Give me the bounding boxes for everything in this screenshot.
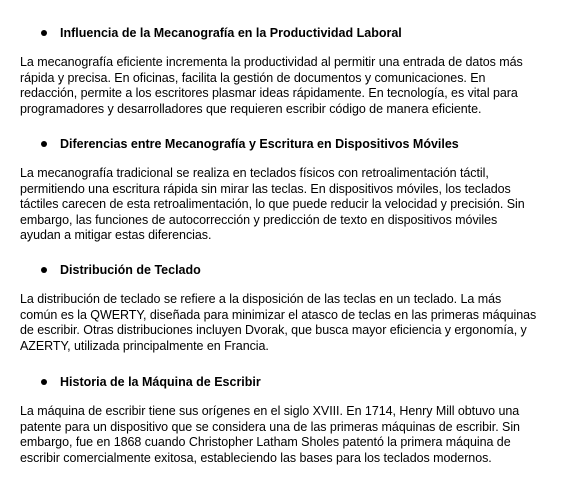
section-paragraph — [20, 166, 578, 244]
section-heading — [20, 374, 578, 390]
paragraph-line: ayudan a mitigar estas diferencias. — [20, 228, 212, 242]
paragraph-line: AZERTY, utilizada principalmente en Francia. — [20, 338, 269, 353]
section-heading — [20, 136, 578, 152]
paragraph-line: redacción, permite a los escritores plasmar ideas rápidamente. En tecnología, es vital para — [20, 86, 518, 100]
paragraph-line: La distribución de teclado se refiere a la disposición de las teclas en un teclado. La más — [20, 292, 502, 306]
paragraph-line: La mecanografía tradicional se realiza en teclados físicos con retroalimentación táctil, — [20, 166, 489, 180]
paragraph-line: común es la QWERTY, diseñada para minimizar el atasco de teclas en las primeras máquinas — [20, 307, 537, 322]
section-diferencias — [20, 136, 578, 244]
section-heading-text: Historia de la Máquina de Escribir — [60, 375, 261, 389]
paragraph-line: embargo, las funciones de autocorrección y predicción de texto en dispositivos móviles — [20, 212, 498, 227]
paragraph-line: La mecanografía eficiente incrementa la productividad al permitir una entrada de datos más — [20, 55, 523, 69]
paragraph-line: patente para un dispositivo que se considera una de las primeras máquinas de escribir. Sin — [20, 419, 520, 434]
section-historia — [20, 374, 578, 466]
paragraph-line: táctiles carecen de esta retroalimentación, lo que puede reducir la velocidad y precisión. Sin — [20, 197, 525, 211]
paragraph-line: embargo, fue en 1868 cuando Christopher Latham Sholes patentó la primera máquina de — [20, 435, 511, 449]
section-heading-text: Diferencias entre Mecanografía y Escritura en Dispositivos Móviles — [60, 137, 459, 151]
paragraph-line: permitiendo una escritura rápida sin mirar las teclas. En dispositivos móviles, los teclados — [20, 181, 511, 196]
section-distribucion — [20, 262, 578, 354]
paragraph-line: rápida y precisa. En oficinas, facilita la gestión de documentos y comunicaciones. En — [20, 70, 486, 85]
bullet-icon — [41, 141, 47, 147]
paragraph-line: de escribir. Otras distribuciones incluyen Dvorak, que busca mayor eficiencia y ergonomía, y — [20, 323, 527, 337]
bullet-icon — [41, 30, 47, 36]
section-heading — [20, 262, 578, 278]
section-paragraph — [20, 292, 578, 354]
paragraph-line: programadores y desarrolladores que requieren escribir código de manera eficiente. — [20, 101, 482, 116]
paragraph-line: La máquina de escribir tiene sus orígenes en el siglo XVIII. En 1714, Henry Mill obtuvo una — [20, 404, 520, 418]
section-productividad — [20, 25, 578, 117]
section-paragraph — [20, 55, 578, 117]
section-heading — [20, 25, 578, 41]
section-heading-text: Distribución de Teclado — [60, 263, 201, 277]
section-paragraph — [20, 404, 578, 466]
section-heading-text: Influencia de la Mecanografía en la Productividad Laboral — [60, 26, 402, 40]
bullet-icon — [41, 267, 47, 273]
paragraph-line: escribir comercialmente exitosa, estableciendo las bases para los teclados modernos. — [20, 450, 492, 465]
bullet-icon — [41, 379, 47, 385]
